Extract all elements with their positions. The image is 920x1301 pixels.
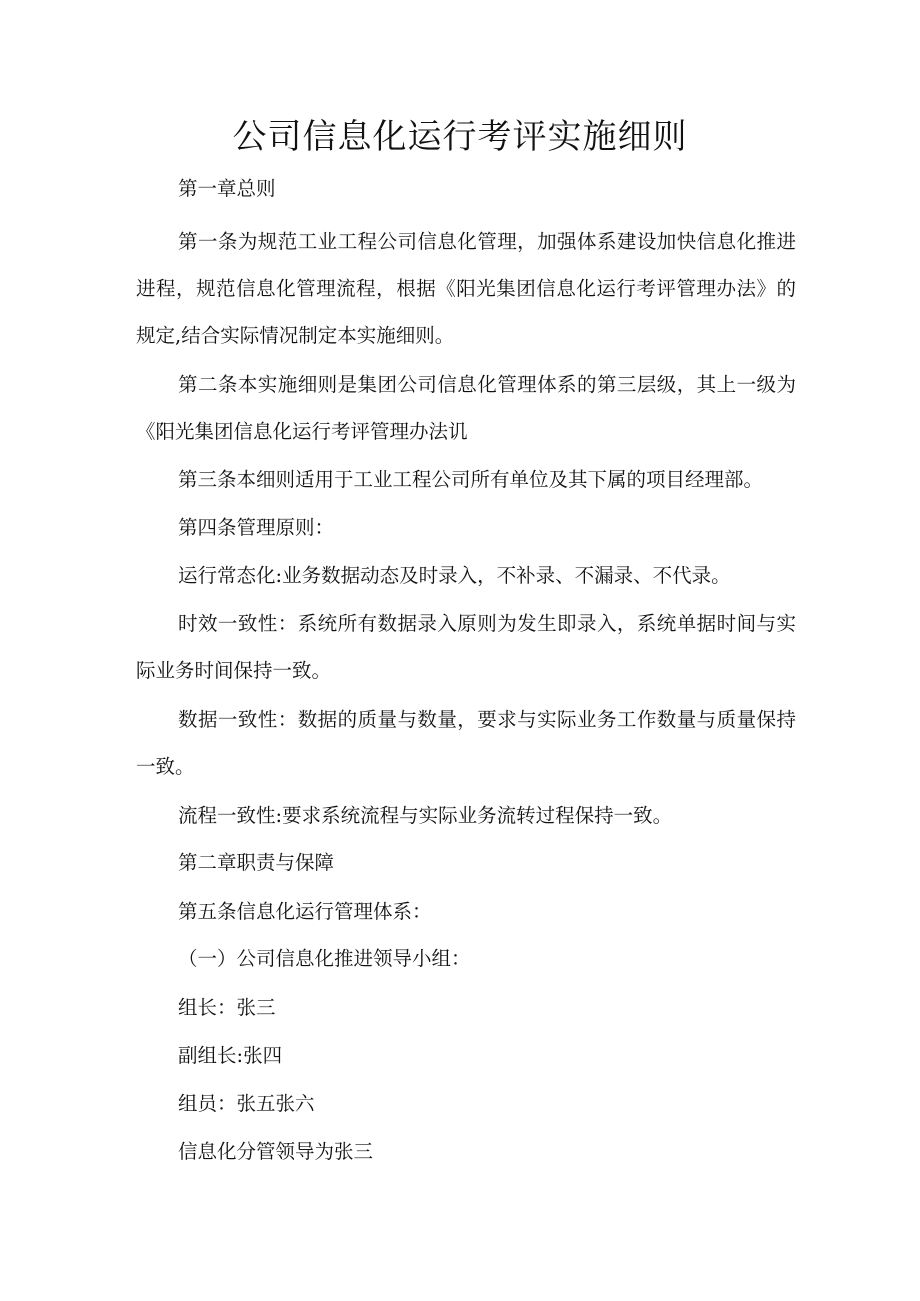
article-4: 第四条管理原则： xyxy=(178,516,335,539)
principle-data: 数据一致性：数据的质量与数量，要求与实际业务工作数量与质量保持一致。 xyxy=(136,708,796,778)
chapter-heading-2: 第二章职责与保障 xyxy=(178,851,335,874)
principle-timeliness: 时效一致性：系统所有数据录入原则为发生即录入，系统单据时间与实际业务时间保持一致。 xyxy=(136,612,796,682)
document-title: 公司信息化运行考评实施细则 xyxy=(232,117,688,157)
group-members: 组员：张五张六 xyxy=(178,1092,315,1115)
article-3: 第三条本细则适用于工业工程公司所有单位及其下属的项目经理部。 xyxy=(178,468,764,491)
responsible-leader: 信息化分管领导为张三 xyxy=(178,1140,374,1163)
article-2: 第二条本实施细则是集团公司信息化管理体系的第三层级，其上一级为《阳光集团信息化运行考评管理办法讥 xyxy=(136,373,796,443)
article-5: 第五条信息化运行管理体系： xyxy=(178,900,432,923)
deputy-group-leader: 副组长:张四 xyxy=(178,1044,283,1067)
principle-routine: 运行常态化:业务数据动态及时录入，不补录、不漏录、不代录。 xyxy=(178,564,731,587)
group-leader: 组长：张三 xyxy=(178,996,276,1019)
article-1: 第一条为规范工业工程公司信息化管理，加强体系建设加快信息化推进进程，规范信息化管理流程，根据《阳光集团信息化运行考评管理办法》的规定,结合实际情况制定本实施细则。 xyxy=(136,230,796,347)
principle-process: 流程一致性:要求系统流程与实际业务流转过程保持一致。 xyxy=(178,804,673,827)
section-leadership-group: （一）公司信息化推进领导小组： xyxy=(178,947,471,970)
chapter-heading-1: 第一章总则 xyxy=(178,177,276,200)
